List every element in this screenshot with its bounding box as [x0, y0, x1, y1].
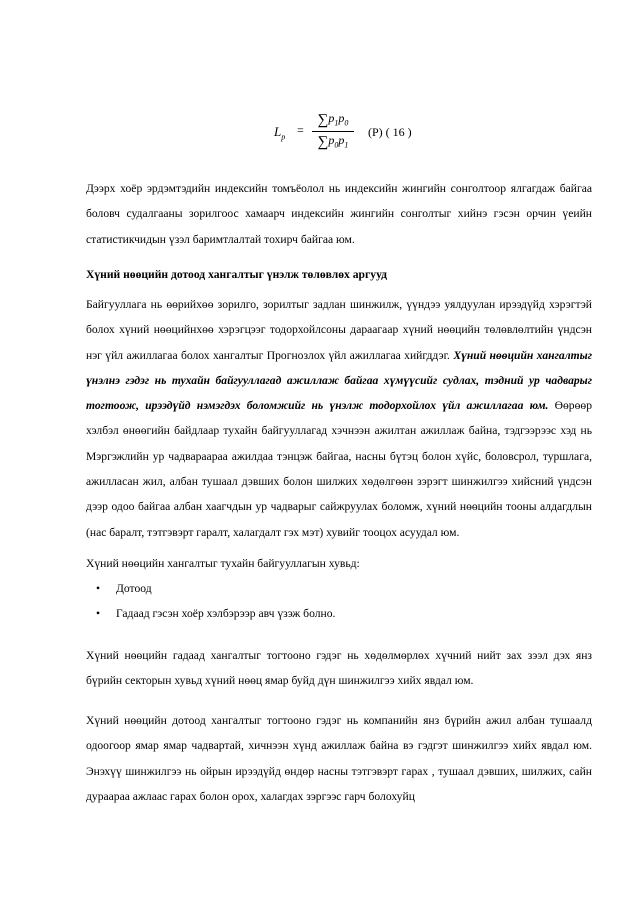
paragraph-2: [86, 292, 592, 545]
paragraph-2-emphasis: Хүний нөөцийн хангалтыг үнэлнэ гэдэг нь тухайн байгууллагад ажиллаж байгаа хүмүүсийг судлах, тэдний ур чадварыг тогтоож, ирээдүйд нэмэгдэх боломжийг нь үнэлж тодорхойлох үйл ажиллагаа юм.: [86, 348, 592, 413]
list-item-text: Гадаад гэсэн хоёр хэлбэрээр авч үзэж болно.: [116, 607, 336, 620]
num-sub-b: 0: [344, 118, 349, 128]
bullet-icon: •: [96, 607, 101, 620]
sum-symbol: ∑: [317, 112, 329, 128]
fraction-bar: [312, 131, 354, 132]
formula-label: (P) ( 16 ): [368, 125, 412, 139]
den-sub-a: 0: [334, 140, 339, 150]
den-var-a: p: [328, 133, 335, 147]
den-sub-b: 1: [344, 140, 349, 150]
formula-lhs: [274, 124, 285, 142]
formula-lhs-subscript: p: [281, 132, 286, 142]
paragraph-4: Хүний нөөцийн гадаад хангалтыг тогтооно гэдэг нь хөдөлмөрлөх хүчний нийт зах зээл дэх янз бүрийн секторын хувьд хүний нөөц ямар буйд дүн шинжилгээ хийх явдал юм.: [86, 649, 592, 688]
formula-lhs-symbol: L: [274, 124, 282, 139]
formula-equals: =: [297, 123, 304, 137]
paragraph-5: Хүний нөөцийн дотоод хангалтыг тогтооно гэдэг нь компанийн янз бүрийн ажил албан тушаалд одоогоор ямар ямар чадвартай, хичнээн хүнд ажиллаж байна вэ гэдгэт шинжилгээ хийх явдал юм. Энэхүү шинжилгээ нь ойрын ирээдүйд өндөр насны тэтгэвэрт гарах , тушаал дэвших, шилжих, сайн дураараа ажлаас гарах болон орох, халагдах зэргээс гарч болохуйц: [86, 714, 592, 803]
sum-symbol: ∑: [317, 134, 329, 150]
section-heading: Хүний нөөцийн дотоод хангалтыг үнэлж төлөвлөх аргууд: [86, 268, 387, 281]
num-var-b: p: [338, 111, 345, 125]
paragraph-1: Дээрх хоёр эрдэмтэдийн индексийн томъёолол нь индексийн жингийн сонголтоор ялгагдаж байгаа боловч судалгааны зорилгоос хамаарч индексийн жингийн сонголтыг хийнэ гэсэн орчин үеийн статистикчидын үзэл баримтлалтай тохирч байгаа юм.: [86, 182, 592, 246]
list-item: [96, 601, 335, 626]
num-var-a: p: [328, 111, 335, 125]
bullet-icon: •: [96, 582, 101, 595]
formula-numerator: [310, 111, 356, 129]
den-var-b: p: [338, 133, 345, 147]
formula-16: [270, 108, 470, 158]
paragraph-2-end: Өөрөөр хэлбэл өнөөгийн байдлаар тухайн байгууллагад хэчнээн ажилтан ажиллаж байна, тэдгээрээс хэд нь Мэргэжлийн ур чадвараараа ажилдаа тэнцэж байгаа, насны бүтэц болон хүйс, боловсрол, туршлага, ажилласан жил, албан тушаал дэвших болон шилжих хөдөлгөөн зэрэгт шинжилгээ хийсний үндсэн дээр одоо байгаа албан хаагчдын ур чадварыг сайжруулах боломж, хүний нөөцийн тооны алдагдлын (нас баралт, тэтгэвэрт гаралт, халагдалт гэх мэт) хувийг тооцох асуудал юм.: [86, 399, 592, 539]
list-item-text: Дотоод: [116, 582, 152, 595]
bullet-list: [96, 576, 335, 626]
formula-denominator: [310, 133, 356, 151]
num-sub-a: 1: [334, 118, 339, 128]
list-item: [96, 576, 335, 601]
paragraph-2-start: Байгууллага нь өөрийхөө зорилго, зорилтыг задлан шинжилж, үүндээ уялдуулан ирээдүйд хэрэгтэй болох хүний нөөцийнхөө хэрэгцээг тодорхойлсоны дараагаар хүний нөөцийн төлөвлөлтийн үндсэн нэг үйл ажиллагаа болох хангалтыг Прогнозлох үйл ажиллагаа хийгддэг.: [86, 298, 592, 362]
paragraph-3: Хүний нөөцийн хангалтыг тухайн байгууллагын хувьд:: [86, 557, 360, 570]
